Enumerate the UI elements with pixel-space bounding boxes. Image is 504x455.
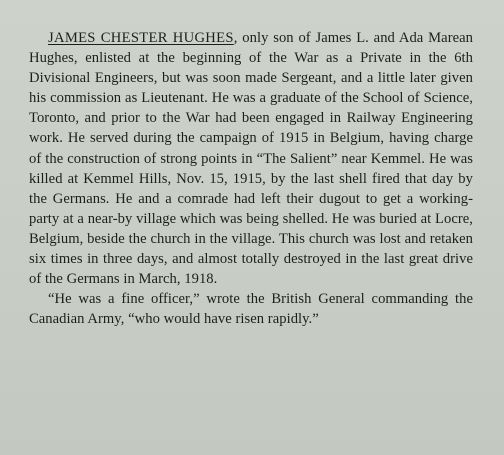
biography-paragraph-2: “He was a fine officer,” wrote the British General commanding the Canadian Army, “who would have risen rapidly.” <box>29 291 473 328</box>
biography-paragraph-1 <box>29 28 473 289</box>
paragraph-1-body: , only son of James L. and Ada Marean Hughes, enlisted at the beginning of the War as a Private in the 6th Divisional Engineers, but was soon made Sergeant, and a little later given his commission as Lieutenant. He was a graduate of the School of Science, Toronto, and prior to the War had been engaged in Railway Engineering work. He served during the campaign of 1915 in Belgium, having charge of the construction of strong points in “The Salient” near Kemmel. He was killed at Kemmel Hills, Nov. 15, 1915, by the last shell fired that day by the Germans. He and a comrade had left their dugout to get a working-party at a near-by village which was being shelled. He was buried at Locre, Belgium, beside the church in the village. This church was lost and retaken six times in three days, and almost totally destroyed in the last great drive of the Germans in March, 1918. <box>29 30 474 288</box>
subject-name: JAMES CHESTER HUGHES <box>48 30 234 46</box>
biography-text <box>29 28 473 329</box>
